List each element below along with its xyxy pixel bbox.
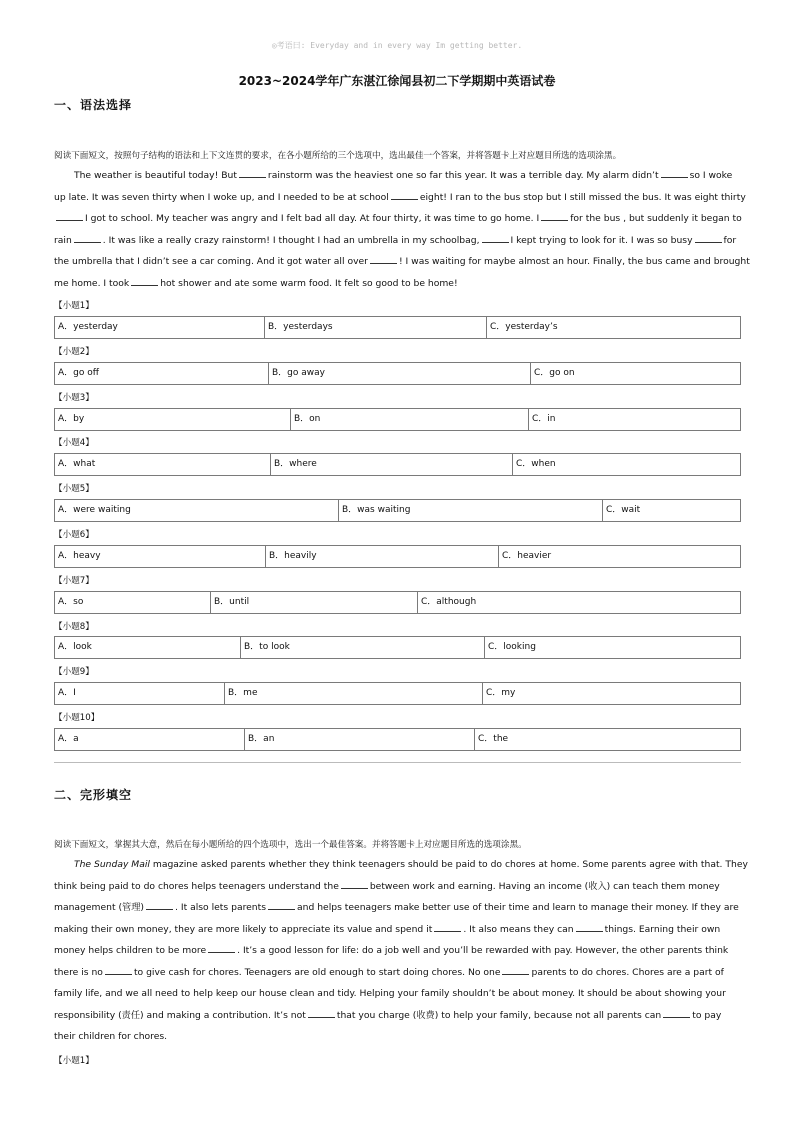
section-heading-cloze: 二、完形填空: [54, 788, 133, 802]
question-label: 【小题5】: [54, 484, 94, 494]
passage-1: [54, 165, 750, 294]
options-table: [54, 499, 741, 522]
option-b[interactable]: B．to look: [241, 637, 485, 658]
answer-blank: [341, 879, 368, 889]
options-table: [54, 453, 741, 476]
option-a[interactable]: A．a: [55, 729, 245, 750]
option-a[interactable]: A．so: [55, 592, 211, 613]
option-b[interactable]: B．until: [211, 592, 418, 613]
section-divider: [54, 762, 741, 763]
answer-blank: [308, 1008, 335, 1018]
passage-line: rain . It was like a really crazy rainstorm! I thought I had an umbrella in my schoolbag, I kept trying to look for it. I was so busy for: [54, 234, 737, 246]
section-heading-grammar: 一、语法选择: [54, 98, 133, 112]
passage-line: making their own money, they are more likely to appreciate its value and spend it . It also means they can things. Earning their own: [54, 923, 721, 935]
option-c[interactable]: C．the: [478, 734, 509, 744]
answer-blank: [131, 276, 158, 286]
option-c[interactable]: C．although: [421, 597, 477, 607]
option-c[interactable]: C．heavier: [502, 551, 552, 561]
answer-blank: [541, 211, 568, 221]
passage-line: the umbrella that I didn’t see a car coming. And it got water all over ! I was waiting for maybe almost an hour. Finally, the bus came and brought: [54, 256, 750, 267]
options-table: [54, 545, 741, 568]
options-table: [54, 682, 741, 705]
passage-line: their children for chores.: [54, 1031, 168, 1042]
passage-line: The weather is beautiful today! But rainstorm was the heaviest one so far this year. It was a terrible day. My alarm didn’t so I woke: [74, 170, 733, 181]
option-c[interactable]: C．when: [516, 459, 556, 469]
option-c[interactable]: C．yesterday’s: [490, 322, 558, 332]
answer-blank: [391, 190, 418, 200]
section-instruction: 阅读下面短文，按照句子结构的语法和上下文连贯的要求，在各小题所给的三个选项中，选出最佳一个答案，并将答题卡上对应题目所选的选项涂黑。: [54, 151, 622, 161]
passage-line: management (管理) . It also lets parents and helps teenagers make better use of their time and learn to manage their money. If they are: [54, 902, 739, 913]
answer-blank: [268, 900, 295, 910]
answer-blank: [208, 943, 235, 953]
options-table: [54, 408, 741, 431]
passage-line: there is no to give cash for chores. Teenagers are old enough to start doing chores. No one parents to do chores. Chores are a part of: [54, 966, 724, 978]
option-a[interactable]: A．I: [55, 683, 225, 704]
options-table: [54, 591, 741, 614]
answer-blank: [576, 922, 603, 932]
options-table: [54, 316, 741, 339]
passage-line: responsibility (责任) and making a contribution. It’s not that you charge (收费) to help your family, because not all parents can to pay: [54, 1009, 722, 1021]
option-c[interactable]: C．wait: [606, 505, 641, 515]
options-table: [54, 362, 741, 385]
option-b[interactable]: B．on: [291, 409, 529, 430]
option-b[interactable]: B．yesterdays: [265, 317, 487, 338]
question-label: 【小题8】: [54, 622, 94, 632]
passage-line: money helps children to be more . It’s a good lesson for life: do a job well and you’ll be rewarded with pay. However, the other parents think: [54, 945, 729, 956]
passage-line: family life, and we all need to help keep our house clean and tidy. Helping your family shouldn’t be about money. It should be about showing your: [54, 988, 726, 999]
answer-blank: [502, 965, 529, 975]
option-a[interactable]: A．what: [55, 454, 271, 475]
answer-blank: [663, 1008, 690, 1018]
option-c[interactable]: C．in: [532, 414, 556, 424]
question-label: 【小题6】: [54, 530, 94, 540]
question-label: 【小题1】: [54, 301, 94, 311]
options-table: [54, 728, 741, 751]
option-b[interactable]: B．go away: [269, 363, 531, 384]
answer-blank: [434, 922, 461, 932]
question-label: 【小题7】: [54, 576, 94, 586]
option-b[interactable]: B．where: [271, 454, 513, 475]
answer-blank: [105, 965, 132, 975]
answer-blank: [239, 168, 266, 178]
options-table: [54, 636, 741, 659]
answer-blank: [370, 254, 397, 264]
question-label: 【小题10】: [54, 713, 100, 723]
question-label: 【小题3】: [54, 393, 94, 403]
option-b[interactable]: B．heavily: [266, 546, 499, 567]
option-a[interactable]: A．heavy: [55, 546, 266, 567]
option-b[interactable]: B．me: [225, 683, 483, 704]
passage-2: [54, 854, 748, 1048]
option-a[interactable]: A．look: [55, 637, 241, 658]
question-label: 【小题1】: [54, 1056, 94, 1066]
answer-blank: [56, 211, 83, 221]
answer-blank: [74, 233, 101, 243]
answer-blank: [661, 168, 688, 178]
option-c[interactable]: C．my: [486, 688, 516, 698]
answer-blank: [695, 233, 722, 243]
option-a[interactable]: A．go off: [55, 363, 269, 384]
option-b[interactable]: B．was waiting: [339, 500, 603, 521]
answer-blank: [146, 900, 173, 910]
passage-line: I got to school. My teacher was angry and I felt bad all day. At four thirty, it was time to go home. I for the bus , but suddenly it began to: [54, 208, 742, 230]
option-a[interactable]: A．yesterday: [55, 317, 265, 338]
section-instruction: 阅读下面短文，掌握其大意，然后在每小题所给的四个选项中，选出一个最佳答案。并将答题卡上对应题目所选的选项涂黑。: [54, 840, 527, 850]
document-title: 2023~2024学年广东湛江徐闻县初二下学期期中英语试卷: [238, 74, 556, 88]
option-a[interactable]: A．were waiting: [55, 500, 339, 521]
option-c[interactable]: C．looking: [488, 642, 536, 652]
passage-line: The Sunday Mail magazine asked parents whether they think teenagers should be paid to do chores at home. Some parents agree with that. They: [74, 859, 748, 870]
question-label: 【小题2】: [54, 347, 94, 357]
answer-blank: [482, 233, 509, 243]
question-label: 【小题4】: [54, 438, 94, 448]
question-label: 【小题9】: [54, 667, 94, 677]
option-a[interactable]: A．by: [55, 409, 291, 430]
watermark: ◎考语曰: Everyday and in every way Im getting better.: [271, 41, 523, 50]
option-c[interactable]: C．go on: [534, 368, 575, 378]
passage-line: me home. I took hot shower and ate some warm food. It felt so good to be home!: [54, 277, 458, 289]
passage-line: up late. It was seven thirty when I woke up, and I needed to be at school eight! I ran to the bus stop but I still missed the bus. It was eight thirty: [54, 191, 746, 203]
passage-line: think being paid to do chores helps teenagers understand the between work and earning. Having an income (收入) can teach them money: [54, 880, 720, 892]
option-b[interactable]: B．an: [245, 729, 475, 750]
